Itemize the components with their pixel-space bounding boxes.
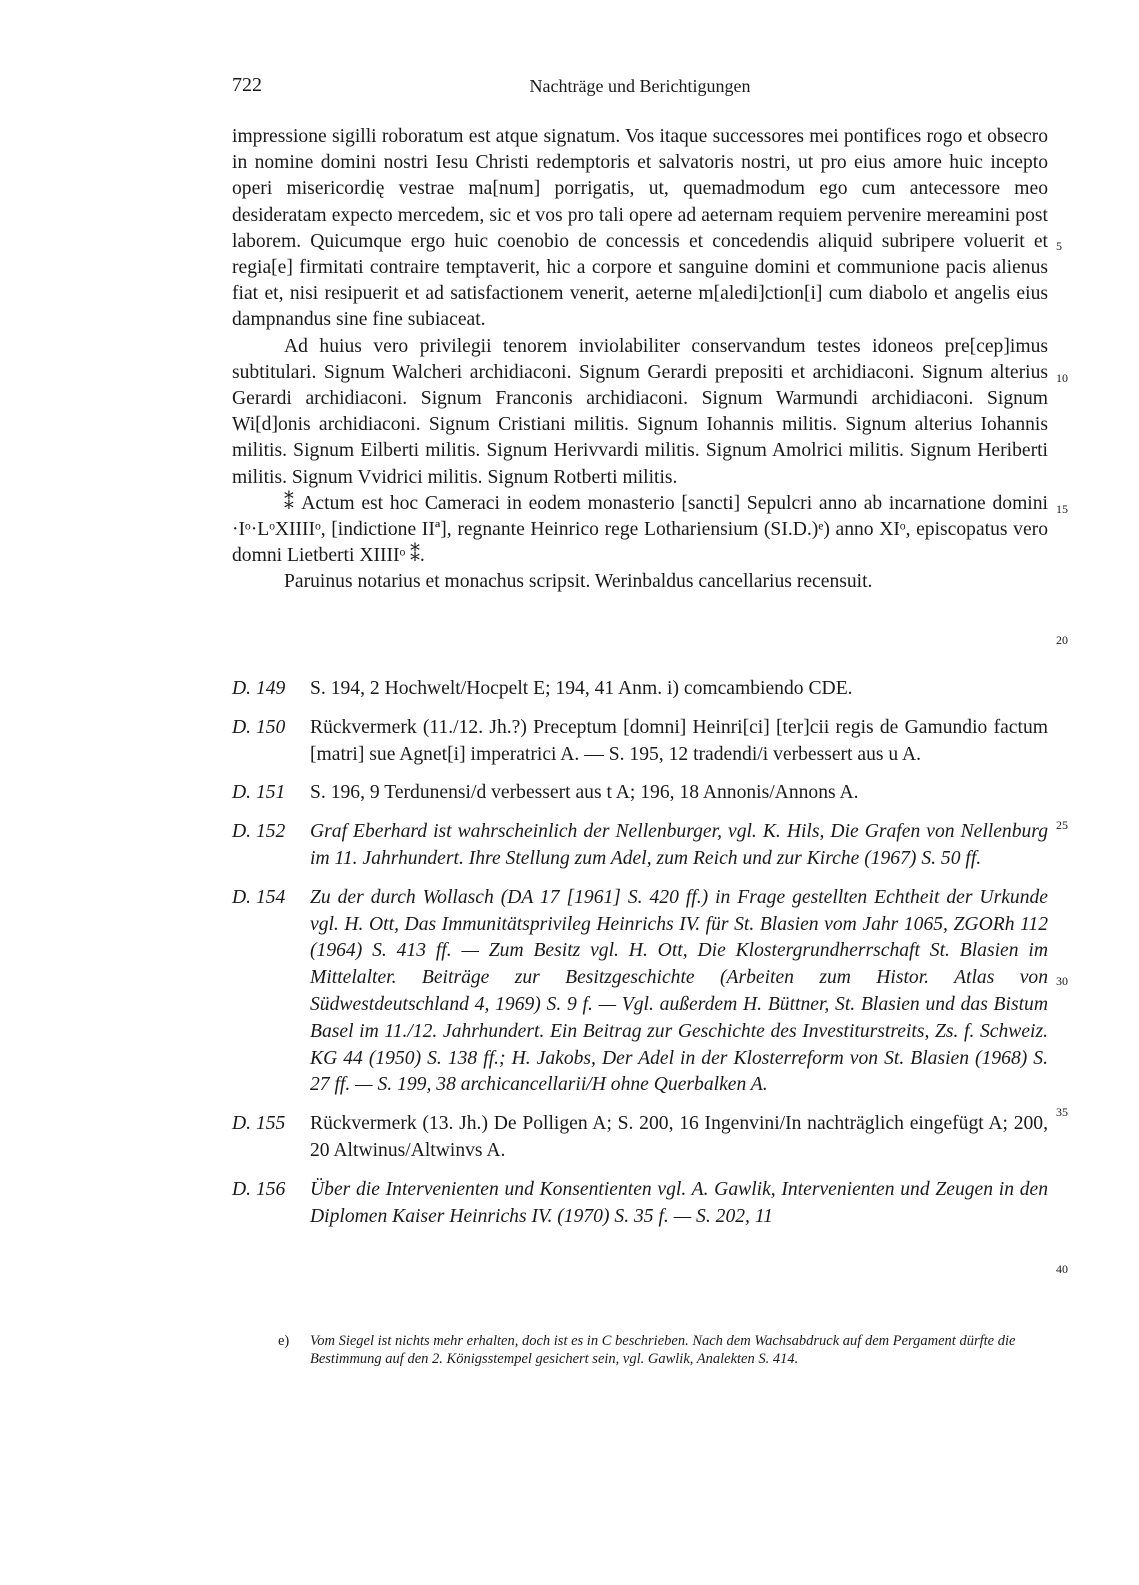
addenda-list xyxy=(232,676,1048,1242)
page-number: 722 xyxy=(232,74,262,96)
footnote-text: Vom Siegel ist nichts mehr erhalten, doch ist es in C beschrieben. Nach dem Wachsabdruck auf dem Pergament dürfte die Bestimmung auf den 2. Königsstempel gesichert sein, vgl. Gawlik, Analekten S. 414. xyxy=(310,1333,1016,1367)
diploma-number: D. 150 xyxy=(232,716,286,738)
line-number: 40 xyxy=(1056,1262,1068,1276)
addendum-text: Über die Intervenienten und Konsentienten vgl. A. Gawlik, Intervenienten und Zeugen in den Diplomen Kaiser Heinrichs IV. (1970) S. 35 f. — S. 202, 11 xyxy=(310,1178,1048,1227)
addendum-entry xyxy=(232,819,1048,873)
addendum-entry xyxy=(232,676,1048,703)
running-head: Nachträge und Berichtigungen xyxy=(529,76,751,96)
diploma-number: D. 152 xyxy=(232,821,286,843)
addendum-text: Zu der durch Wollasch (DA 17 [1961] S. 420 ff.) in Frage gestellten Echtheit der Urkunde vgl. H. Ott, Das Immunitätsprivileg Heinrichs IV. für St. Blasien vom Jahr 1065, ZGORh 112 (1964) S. 413 ff. — Zum Besitz vgl. H. Ott, Die Klostergrundherrschaft St. Blasien im Mittelalter. Beiträge zur Besitzgeschichte (Arbeiten zum Histor. Atlas von Südwestdeutschland 4, 1969) S. 9 f. — Vgl. außerdem H. Büttner, St. Blasien und das Bistum Basel im 11./12. Jahrhundert. Ein Beitrag zur Geschichte des Investiturstreits, Zs. f. Schweiz. KG 44 (1950) S. 138 ff.; H. Jakobs, Der Adel in der Klosterreform von St. Blasien (1968) S. 27 ff. — S. 199, 38 archicancellarii/H ohne Querbalken A. xyxy=(310,886,1048,1096)
line-number: 15 xyxy=(1056,502,1068,516)
footnote xyxy=(278,1332,1046,1368)
addendum-entry xyxy=(232,885,1048,1099)
diploma-number: D. 149 xyxy=(232,678,286,699)
addendum-entry xyxy=(232,715,1048,769)
diploma-number: D. 155 xyxy=(232,1113,286,1135)
addendum-text: Rückvermerk (11./12. Jh.?) Preceptum [domni] Heinri[ci] [ter]cii regis de Gamundio factum [matri] sue Agnet[i] imperatrici A. — S. 195, 12 tradendi/i verbessert aus u A. xyxy=(310,716,1048,765)
charter-paragraph-subscription: Paruinus notarius et monachus scripsit. Werinbaldus cancellarius recensuit. xyxy=(284,571,873,593)
line-number: 25 xyxy=(1056,818,1068,832)
charter-paragraph-sanctio: impressione sigilli roboratum est atque signatum. Vos itaque successores mei pontifices rogo et obsecro in nomine domini nostri Iesu Christi redemptoris et salvatoris nostri, ut pro eius amore huic incepto operi misericordię vestrae ma[num] porrigatis, ut, quemadmodum ego cum antecessore meo desideratam expecto mercedem, sic et vos pro tali opere ad aeternam requiem pervenire mereamini post laborem. Quicumque ergo huic coenobio de concessis et concedendis aliquid subripere voluerit et regia[e] firmitati contraire temptaverit, hic a corpore et sanguine domini et communione pacis alienus fiat et, nisi resipuerit et ad satisfactionem venerit, aeterne m[aledi]ction[i] cum diabolo et angelis eius dampnandus sine fine subiaceat. xyxy=(232,126,1048,331)
addendum-entry xyxy=(232,780,1048,807)
charter-paragraph-dating: ⁑ Actum est hoc Cameraci in eodem monasterio [sancti] Sepulcri anno ab incarnatione domini ·Iᵒ·LᵒXIIIIᵒ, [indictione IIª], regnante Heinrico rege Lothariensium (SI.D.)ᵉ) anno XIᵒ, episcopatus vero domni Lietberti XIIIIᵒ ⁑. xyxy=(232,492,1048,567)
line-number: 20 xyxy=(1056,633,1068,647)
addendum-entry xyxy=(232,1111,1048,1165)
line-number: 30 xyxy=(1056,974,1068,988)
addendum-text: Graf Eberhard ist wahrscheinlich der Nellenburger, vgl. K. Hils, Die Grafen von Nellenburg im 11. Jahrhundert. Ihre Stellung zum Adel, zum Reich und zur Kirche (1967) S. 50 ff. xyxy=(310,821,1048,869)
addendum-text: S. 196, 9 Terdunensi/d verbessert aus t A; 196, 18 Annonis/Annons A. xyxy=(310,782,859,804)
addendum-entry xyxy=(232,1177,1048,1231)
diploma-number: D. 154 xyxy=(232,886,286,908)
line-number: 5 xyxy=(1056,239,1062,253)
page-header xyxy=(232,74,1048,102)
footnote-mark: e) xyxy=(278,1333,290,1349)
addendum-text: S. 194, 2 Hochwelt/Hocpelt E; 194, 41 Anm. i) comcambiendo CDE. xyxy=(310,678,853,699)
charter-paragraph-witnesses: Ad huius vero privilegii tenorem inviolabiliter conservandum testes idoneos pre[cep]imus subtitulari. Signum Walcheri archidiaconi. Signum Gerardi prepositi et archidiaconi. Signum alterius Gerardi archidiaconi. Signum Franconis archidiaconi. Signum Warmundi archidiaconi. Signum Wi[d]onis archidiaconi. Signum Cristiani militis. Signum Iohannis militis. Signum alterius Iohannis militis. Signum Eilberti militis. Signum Herivvardi militis. Signum Amolrici militis. Signum Heriberti militis. Signum Vvidrici militis. Signum Rotberti militis. xyxy=(232,335,1048,488)
charter-text xyxy=(232,124,1048,596)
line-number: 35 xyxy=(1056,1105,1068,1119)
diploma-number: D. 156 xyxy=(232,1178,286,1200)
addendum-text: Rückvermerk (13. Jh.) De Polligen A; S. 200, 16 Ingenvini/In nachträglich eingefügt A; 200, 20 Altwinus/Altwinvs A. xyxy=(310,1113,1048,1161)
diploma-number: D. 151 xyxy=(232,782,286,804)
line-number: 10 xyxy=(1056,371,1068,385)
